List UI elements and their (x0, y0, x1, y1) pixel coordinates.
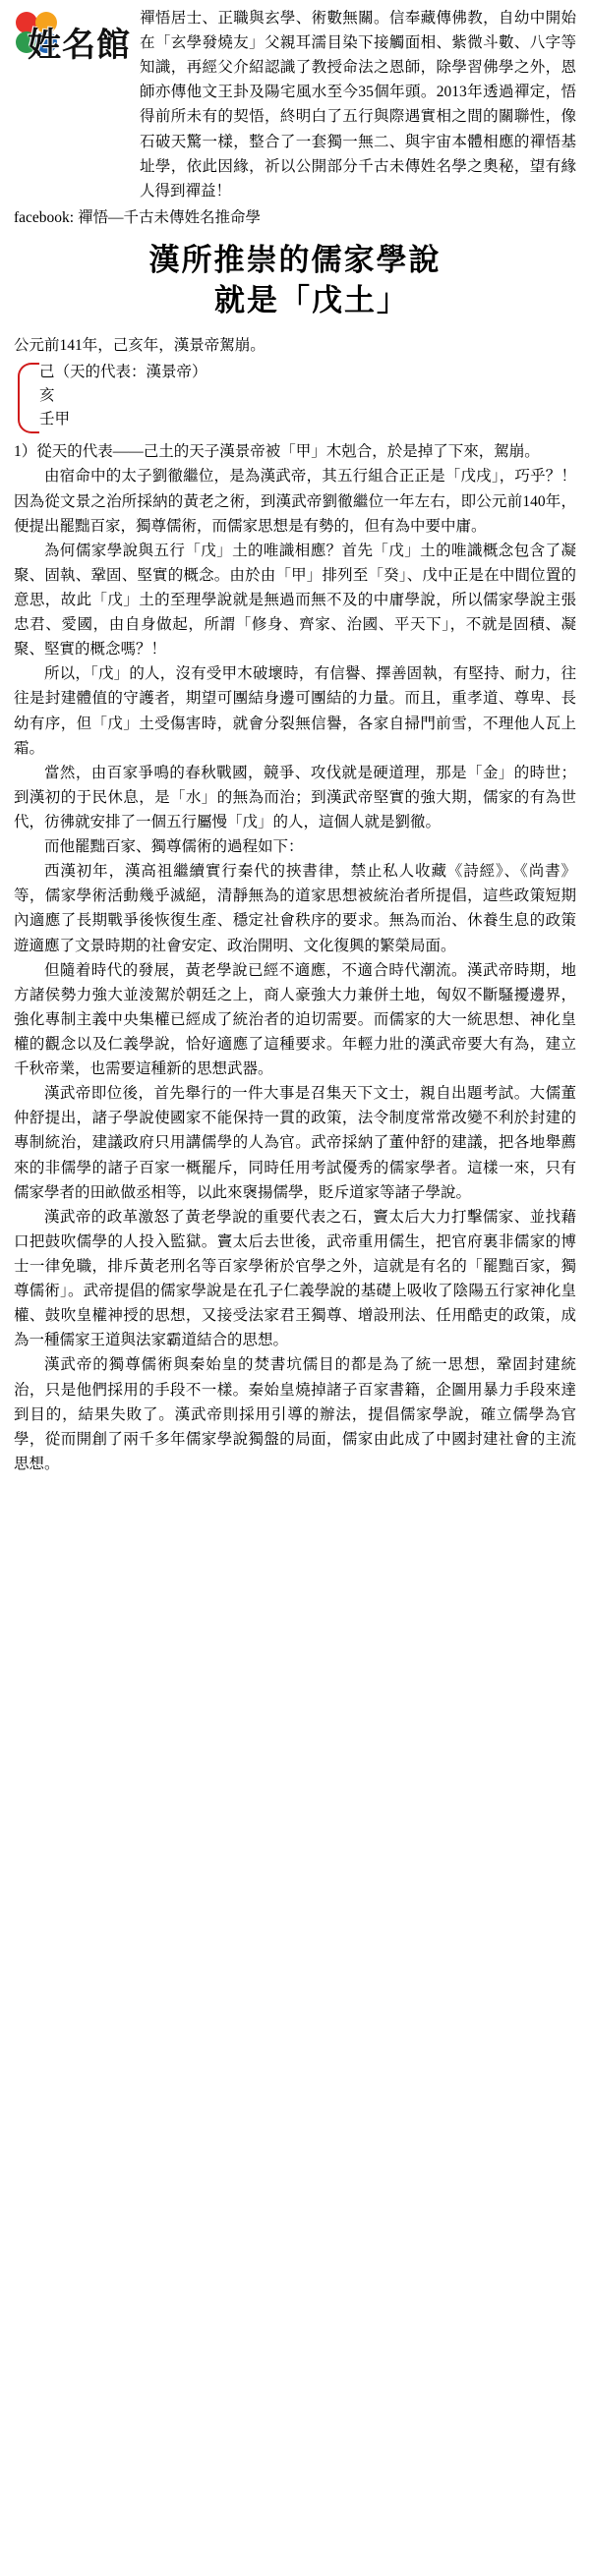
article-body (14, 439, 576, 1476)
paragraph: 但隨着時代的發展，黃老學說已經不適應，不適合時代潮流。漢武帝時期，地方諸侯勢力強大並淩駕於朝廷之上，商人豪強大力兼併土地，匈奴不斷騷擾邊界，強化專制主義中央集權已經成了統治者的迫切需要。而儒家的大一統思想、神化皇權的觀念以及仁義學說，恰好適應了這種要求。年輕力壯的漢武帝要大有為，建立千秋帝業，也需要這種新的思想武器。 (14, 961, 576, 1078)
title-line-1: 漢所推崇的儒家學說 (148, 243, 442, 278)
ganzhi-diagram (14, 361, 576, 433)
paragraph: 為何儒家學說與五行「戊」土的唯識相應？首先「戊」土的唯識概念包含了凝聚、固執、鞏固、堅實的概念。由於由「甲」排列至「癸」、戊中正是在中間位置的意思，故此「戊」土的至理學說就是無過而無不及的中庸學說，所以儒家學說主張忠君、愛國，由自身做起，所謂「修身、齊家、治國、平天下」，不就是固積、凝聚、堅實的概念嗎？！ (14, 542, 576, 658)
date-line: 公元前141年，己亥年，漢景帝駕崩。 (14, 337, 266, 355)
intro-paragraph: 禪悟居士、正職與玄學、術數無關。信奉藏傳佛教，自幼中開始在「玄學發燒友」父親耳濡目染下接觸面相、紫微斗數、八字等知識，再經父介紹認識了教授命法之恩師，除學習佛學之外，恩師亦傳他文王卦及陽宅風水至今35個年頭。2013年透過禪定，悟得前所未有的契悟，終明白了五行與際遇實相之間的關聯性，像石破天驚一樣，整合了一套獨一無二、與宇宙本體相應的禪悟基址學，依此因緣，祈以公開部分千古未傳姓名學之奧秘，望有緣人得到禪益！ (140, 10, 576, 200)
paragraph: 西漢初年，漢高祖繼續實行秦代的挾書律，禁止私人收藏《詩經》、《尚書》等，儒家學術活動幾乎滅絕，清靜無為的道家思想被統治者所提倡，這些政策短期內適應了長期戰爭後恢復生產、穩定社會秩序的要求。無為而治、休養生息的政策遊適應了文景時期的社會安定、政治開明、文化復興的繁榮局面。 (14, 863, 576, 954)
paragraph: 由宿命中的太子劉徹繼位，是為漢武帝，其五行組合正正是「戊戌」，巧乎？！因為從文景之治所採納的黃老之術，到漢武帝劉徹繼位一年左右，即公元前140年，便提出罷黜百家，獨尊儒術，而儒家思想是有勢的，但有為中要中庸。 (14, 468, 576, 535)
ganzhi-row-3: 壬甲 (39, 411, 71, 429)
site-logo (14, 10, 132, 71)
logo-text: 姓名館 (28, 28, 131, 64)
paragraph: 所以，「戊」的人，沒有受甲木破壞時，有信譽、擇善固執，有堅持、耐力，往往是封建體值的守護者，期望可團結身邊可團結的力量。而且，重孝道、尊卑、長幼有序，但「戊」土受傷害時，就會分裂無信譽，各家自掃門前雪，不理他人瓦上霜。 (14, 665, 576, 757)
paragraph: 而他罷黜百家、獨尊儒術的過程如下： (44, 838, 304, 856)
paragraph: 當然，由百家爭鳴的春秋戰國，競爭、攻伐就是硬道理，那是「金」的時世；到漢初的于民休息，是「水」的無為而治；到漢武帝堅實的強大期，儒家的有為世代，彷彿就安排了一個五行屬慢「戊」的人，這個人就是劉徹。 (14, 764, 576, 831)
ganzhi-row-2: 亥 (39, 387, 55, 405)
ganzhi-row-1: 己（天的代表：漢景帝） (39, 364, 207, 381)
document-header (14, 6, 576, 203)
title-line-2: 就是「戊土」 (214, 283, 409, 318)
paragraph: 漢武帝的政革激怒了黃老學說的重要代表之石，竇太后大力打擊儒家、並找藉口把鼓吹儒學的人投入監獄。竇太后去世後，武帝重用儒生，把官府裏非儒家的博士一律免職，排斥黃老刑名等百家學術於官學之外，這就是有名的「罷黜百家，獨尊儒術」。武帝提倡的儒家學說是在孔子仁義學說的基礎上吸收了陰陽五行家神化皇權、鼓吹皇權神授的思想，又接受法家君王獨尊、增設刑法、任用酷吏的政策，成為一種儒家王道與法家霸道結合的思想。 (14, 1208, 576, 1349)
paragraph: 1）從天的代表——己土的天子漢景帝被「甲」木剋合，於是掉了下來，駕崩。 (14, 443, 540, 461)
facebook-line: facebook: 禪悟—千古未傳姓名推命學 (14, 208, 261, 226)
paragraph: 漢武帝即位後，首先舉行的一件大事是召集天下文士，親自出題考試。大儒董仲舒提出，諸子學說使國家不能保持一貫的政策，法令制度常常改變不利於封建的專制統治，建議政府只用講儒學的人為官。武帝採納了董仲舒的建議，把各地舉薦來的非儒學的諸子百家一概罷斥，同時任用考試優秀的儒家學者。這樣一來，只有儒家學者的田畝做丞相等，以此來襃揚儒學，貶斥道家等諸子學說。 (14, 1085, 576, 1201)
paragraph: 漢武帝的獨尊儒術與秦始皇的焚書坑儒目的都是為了統一思想，鞏固封建統治，只是他們採用的手段不一樣。秦始皇燒掉諸子百家書籍，企圖用暴力手段來達到目的，結果失敗了。漢武帝則採用引導的辦法，提倡儒家學說，確立儒學為官學，從而開創了兩千多年儒家學說獨盤的局面，儒家由此成了中國封建社會的主流思想。 (14, 1356, 576, 1472)
article-title (14, 241, 576, 321)
red-bracket-icon (18, 363, 39, 433)
